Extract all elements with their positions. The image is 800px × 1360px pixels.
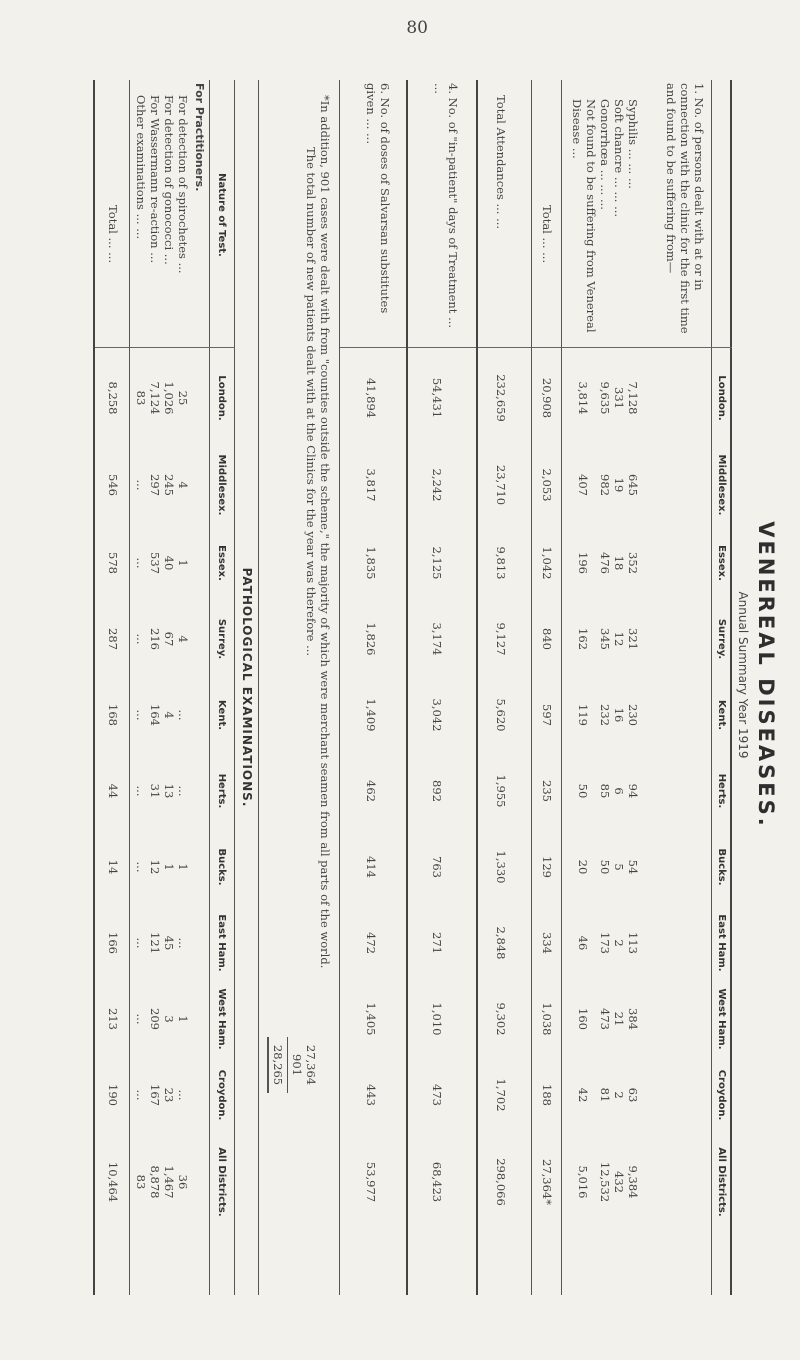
path-row-2-cell: 297: [148, 474, 162, 496]
section-1-row-3-cell: 407: [576, 474, 590, 496]
path-row-0-cell: ...: [176, 709, 190, 721]
path-row-1-cell: 23: [162, 1087, 176, 1103]
path-row-3-cell: ...: [134, 709, 148, 721]
column-header-10: All Districts.: [716, 1147, 727, 1217]
attendances-cell: 9,127: [494, 622, 508, 656]
section-1-row-0-cell: 645: [626, 474, 640, 496]
path-row-2-cell: 537: [148, 552, 162, 574]
section-1-row-3-cell: 196: [576, 552, 590, 574]
path-row-3-cell: ...: [134, 479, 148, 491]
section-1-row-4-cell: 2,053: [540, 468, 554, 502]
section-1-row-2-cell: 982: [598, 474, 612, 496]
section-1-row-2-cell: 476: [598, 552, 612, 574]
path-row-2-cell: 216: [148, 628, 162, 650]
section-1-row-0-cell: 384: [626, 1008, 640, 1030]
path-row-0-cell: 1: [176, 559, 190, 567]
path-row-3-cell: 83: [134, 390, 148, 406]
inpatient-cell: 3,042: [430, 698, 444, 732]
inpatient-cell: 2,125: [430, 546, 444, 580]
path-row-0-cell: 1: [176, 863, 190, 871]
footnote-value-total: 28,265: [271, 1044, 285, 1086]
column-header-3: Surrey.: [216, 618, 227, 660]
path-total-cell: 8,258: [106, 381, 120, 415]
section-1-row-label: Soft chancre ... ... ...: [612, 99, 626, 218]
section-1-row-4-cell: 27,364*: [540, 1159, 554, 1205]
attendances-cell: 1,330: [494, 850, 508, 884]
label-column-divider: [340, 347, 732, 348]
section-1-row-1-cell: 5: [612, 863, 626, 871]
attendances-cell: 2,848: [494, 926, 508, 960]
section-1-row-0-cell: 321: [626, 628, 640, 650]
inpatient-label: 4. No. of "in-patient" days of Treatment ... ...: [432, 83, 460, 329]
inpatient-cell: 2,242: [430, 468, 444, 502]
path-row-1-cell: 1,467: [162, 1165, 176, 1199]
section-1-row-2-cell: 50: [598, 859, 612, 875]
section-1-row-3-cell: 162: [576, 628, 590, 650]
section-1-row-3-cell: 160: [576, 1008, 590, 1030]
section-1-row-1-cell: 16: [612, 707, 626, 723]
path-row-0-cell: 36: [176, 1174, 190, 1190]
path-total-cell: 546: [106, 474, 120, 496]
path-row-1-cell: 1: [162, 863, 176, 871]
section-1-label: 1. No. of persons dealt with at or in connection with the clinic for the first time and found to be suffering from—: [664, 83, 706, 334]
path-row-0-cell: 1: [176, 1015, 190, 1023]
attendances-cell: 5,620: [494, 698, 508, 732]
rotated-report: [90, 55, 790, 1295]
section-1-row-2-cell: 9,635: [598, 381, 612, 415]
section-1-row-1-cell: 331: [612, 387, 626, 409]
section-1-row-0-cell: 113: [626, 932, 640, 954]
path-row-1-cell: 67: [162, 631, 176, 647]
attendances-label: Total Attendances ... ...: [494, 95, 508, 230]
path-row-1-cell: 40: [162, 555, 176, 571]
section-1-row-label: Syphilis ... ... ...: [626, 99, 640, 189]
salvarsan-cell: 462: [364, 780, 378, 802]
salvarsan-cell: 41,894: [364, 377, 378, 419]
column-header-7: East Ham.: [216, 914, 227, 972]
section-1-row-label: Total ... ...: [540, 205, 554, 264]
path-row-2-cell: 8,878: [148, 1165, 162, 1199]
attendances-cell: 1,955: [494, 774, 508, 808]
section-1-row-label: Gonorrhœa ... ... ...: [598, 99, 612, 210]
attendances-cell: 232,659: [494, 374, 508, 422]
path-row-label: For detection of gonococci ...: [162, 95, 176, 265]
column-header-1: Middlesex.: [216, 454, 227, 516]
footnote-value-2: 901: [290, 1054, 304, 1076]
section-1-row-1-cell: 12: [612, 631, 626, 647]
section-1-row-3-cell: 42: [576, 1087, 590, 1103]
inpatient-cell: 271: [430, 932, 444, 954]
path-row-1-cell: 3: [162, 1015, 176, 1023]
section-1-row-4-cell: 235: [540, 780, 554, 802]
page-number: 80: [406, 18, 428, 38]
path-row-0-cell: ...: [176, 1089, 190, 1101]
column-header-0: London.: [216, 375, 227, 421]
section-1-row-1-cell: 432: [612, 1171, 626, 1193]
path-row-3-cell: ...: [134, 861, 148, 873]
path-row-0-cell: 4: [176, 635, 190, 643]
path-row-0-cell: ...: [176, 785, 190, 797]
section-1-row-3-cell: 50: [576, 783, 590, 799]
column-header-1: Middlesex.: [716, 454, 727, 516]
section-1-row-3-cell: 119: [576, 704, 590, 726]
section-1-row-label: Not found to be suffering from Venereal Disease ...: [570, 99, 598, 333]
section-1-row-4-cell: 840: [540, 628, 554, 650]
section-1-row-2-cell: 473: [598, 1008, 612, 1030]
footnote-value-1: 27,364: [304, 1044, 318, 1086]
nature-of-test-header: Nature of Test.: [216, 173, 227, 257]
section-1-row-0-cell: 352: [626, 552, 640, 574]
inpatient-cell: 54,431: [430, 377, 444, 419]
salvarsan-cell: 1,826: [364, 622, 378, 656]
path-total-cell: 10,464: [106, 1161, 120, 1203]
page-title: VENEREAL DISEASES.: [754, 521, 778, 829]
path-row-0-cell: ...: [176, 937, 190, 949]
path-total-cell: 168: [106, 704, 120, 726]
column-header-5: Herts.: [216, 773, 227, 809]
column-header-5: Herts.: [716, 773, 727, 809]
attendances-cell: 1,702: [494, 1078, 508, 1112]
column-header-2: Essex.: [216, 545, 227, 581]
path-row-2-cell: 164: [148, 704, 162, 726]
section-1-row-3-cell: 20: [576, 859, 590, 875]
path-row-0-cell: 25: [176, 390, 190, 406]
attendances-cell: 9,302: [494, 1002, 508, 1036]
path-row-3-cell: ...: [134, 1089, 148, 1101]
section-1-row-4-cell: 334: [540, 932, 554, 954]
path-row-1-cell: 4: [162, 711, 176, 719]
footnote-line-1: *In addition, 901 cases were dealt with from "counties outside the scheme," the majority of which were merchant seamen from all parts of the world.: [318, 95, 332, 969]
inpatient-cell: 68,423: [430, 1161, 444, 1203]
column-header-3: Surrey.: [716, 618, 727, 660]
path-total-cell: 213: [106, 1008, 120, 1030]
salvarsan-label: 6. No. of doses of Salvarsan substitutes given ... ...: [364, 83, 392, 314]
path-row-1-cell: 45: [162, 935, 176, 951]
salvarsan-cell: 1,409: [364, 698, 378, 732]
column-header-6: Bucks.: [716, 848, 727, 886]
path-total-cell: 166: [106, 932, 120, 954]
section-1-row-0-cell: 7,128: [626, 381, 640, 415]
path-row-3-cell: ...: [134, 633, 148, 645]
section-1-row-4-cell: 1,038: [540, 1002, 554, 1036]
path-row-2-cell: 12: [148, 859, 162, 875]
path-row-1-cell: 245: [162, 474, 176, 496]
path-row-label: For Wassermann re-action ...: [148, 95, 162, 264]
section-1-row-2-cell: 345: [598, 628, 612, 650]
path-total-cell: 44: [106, 783, 120, 799]
column-header-4: Kent.: [216, 699, 227, 731]
path-row-3-cell: ...: [134, 1013, 148, 1025]
section-1-row-0-cell: 230: [626, 704, 640, 726]
section-1-row-2-cell: 232: [598, 704, 612, 726]
column-header-8: West Ham.: [216, 988, 227, 1050]
section-1-row-4-cell: 20,908: [540, 377, 554, 419]
section-1-row-4-cell: 1,042: [540, 546, 554, 580]
attendances-cell: 23,710: [494, 464, 508, 506]
path-row-3-cell: ...: [134, 937, 148, 949]
inpatient-cell: 473: [430, 1084, 444, 1106]
path-total-cell: 578: [106, 552, 120, 574]
section-1-row-3-cell: 46: [576, 935, 590, 951]
path-row-3-cell: ...: [134, 557, 148, 569]
section-1-row-1-cell: 2: [612, 1091, 626, 1099]
path-total-cell: 287: [106, 628, 120, 650]
section-1-row-3-cell: 3,814: [576, 381, 590, 415]
salvarsan-cell: 443: [364, 1084, 378, 1106]
path-row-2-cell: 31: [148, 783, 162, 799]
attendances-cell: 9,813: [494, 546, 508, 580]
header-bottom-rule: [711, 80, 712, 1295]
section-1-row-1-cell: 6: [612, 787, 626, 795]
inpatient-cell: 3,174: [430, 622, 444, 656]
section-1-row-2-cell: 173: [598, 932, 612, 954]
for-practitioners-label: For Practitioners.: [193, 83, 206, 192]
column-header-10: All Districts.: [216, 1147, 227, 1217]
path-row-label: Other examinations ... ...: [134, 95, 148, 240]
path-total-cell: 190: [106, 1084, 120, 1106]
salvarsan-cell: 1,405: [364, 1002, 378, 1036]
page-subtitle: Annual Summary Year 1919: [736, 591, 750, 759]
column-header-7: East Ham.: [716, 914, 727, 972]
section-1-row-0-cell: 54: [626, 859, 640, 875]
column-header-4: Kent.: [716, 699, 727, 731]
section-1-row-4-cell: 129: [540, 856, 554, 878]
section-1-row-4-cell: 188: [540, 1084, 554, 1106]
inpatient-cell: 892: [430, 780, 444, 802]
salvarsan-cell: 3,817: [364, 468, 378, 502]
path-row-2-cell: 7,124: [148, 381, 162, 415]
section-1-row-0-cell: 94: [626, 783, 640, 799]
path-total-label: Total ... ...: [106, 205, 120, 264]
section-1-row-1-cell: 21: [612, 1011, 626, 1027]
table-top-rule: [730, 80, 732, 1295]
path-row-1-cell: 13: [162, 783, 176, 799]
section-1-row-2-cell: 81: [598, 1087, 612, 1103]
path-row-label: For detection of spirochetes ...: [176, 95, 190, 274]
section-1-row-1-cell: 19: [612, 477, 626, 493]
salvarsan-cell: 414: [364, 856, 378, 878]
path-row-0-cell: 4: [176, 481, 190, 489]
attendances-cell: 298,066: [494, 1158, 508, 1206]
section-1-row-2-cell: 85: [598, 783, 612, 799]
column-header-9: Croydon.: [216, 1069, 227, 1121]
column-header-8: West Ham.: [716, 988, 727, 1050]
path-row-2-cell: 209: [148, 1008, 162, 1030]
path-row-2-cell: 121: [148, 932, 162, 954]
section-1-row-4-cell: 597: [540, 704, 554, 726]
salvarsan-cell: 472: [364, 932, 378, 954]
column-header-6: Bucks.: [216, 848, 227, 886]
path-row-3-cell: ...: [134, 785, 148, 797]
inpatient-cell: 763: [430, 856, 444, 878]
section-1-row-2-cell: 12,532: [598, 1161, 612, 1203]
path-row-3-cell: 83: [134, 1174, 148, 1190]
section-1-row-1-cell: 2: [612, 939, 626, 947]
salvarsan-cell: 1,835: [364, 546, 378, 580]
path-row-1-cell: 1,026: [162, 381, 176, 415]
path-total-cell: 14: [106, 859, 120, 875]
salvarsan-cell: 53,977: [364, 1161, 378, 1203]
section-1-row-1-cell: 18: [612, 555, 626, 571]
column-header-0: London.: [716, 375, 727, 421]
section-1-row-0-cell: 9,384: [626, 1165, 640, 1199]
column-header-9: Croydon.: [716, 1069, 727, 1121]
section-1-row-0-cell: 63: [626, 1087, 640, 1103]
footnote-line-2: The total number of new patients dealt with at the Clinics for the year was therefore ...: [304, 147, 318, 657]
section-1-row-3-cell: 5,016: [576, 1165, 590, 1199]
path-row-2-cell: 167: [148, 1084, 162, 1106]
column-header-2: Essex.: [716, 545, 727, 581]
pathological-title: PATHOLOGICAL EXAMINATIONS.: [240, 567, 254, 808]
inpatient-cell: 1,010: [430, 1002, 444, 1036]
